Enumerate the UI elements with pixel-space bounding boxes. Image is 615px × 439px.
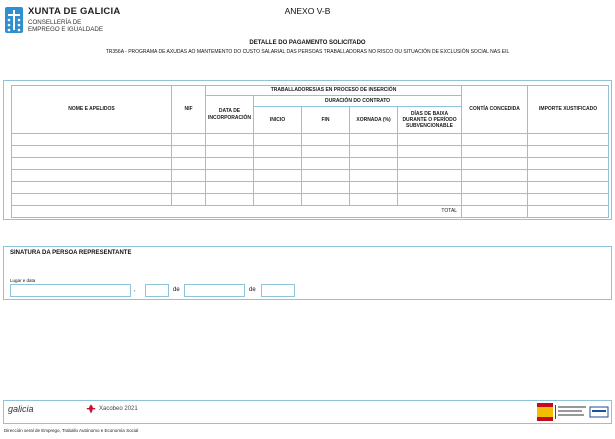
header-name: NOME E APELIDOS [12,86,172,134]
de-separator-1: de [173,287,180,293]
header-end: FIN [302,107,350,134]
de-separator-2: de [249,287,256,293]
galicia-logo: galicia [8,404,34,414]
xacobeo-text: Xacobeo 2021 [99,406,138,412]
logo-department-line1: CONSELLERÍA DE [28,18,82,26]
comma-separator: , [134,287,136,293]
table-row [12,158,609,170]
table-row [12,170,609,182]
header-hours: XORNADA (%) [350,107,398,134]
footer-directorate-note: Dirección xeral de Emprego, Traballo Autónomo e Economía Social [4,428,139,433]
document-title: DETALLE DO PAGAMENTO SOLICITADO [249,40,366,46]
table-row [12,182,609,194]
payment-detail-table [11,85,609,218]
total-row [12,206,609,218]
table-body [12,134,609,218]
spanish-government-logo-icon [536,402,610,422]
place-input[interactable] [10,284,131,297]
header-start: INICIO [254,107,302,134]
document-subtitle: TR356A - PROGRAMA DE AXUDAS AO MANTEMENTO DO CUSTO SALARIAL DAS PERSOAS TRABALLADORAS NO RISCO OU SITUACIÓN DE EXCLUSIÓN SOCIAL NAS EIL [105,49,510,55]
table-row [12,146,609,158]
header-leave-days: DÍAS DE BAIXA DURANTE O PERÍODO SUBVENCIONABLE [398,107,462,134]
payment-detail-section [3,80,612,220]
header-justified: IMPORTE XUSTIFICADO [528,86,609,134]
header-duration-group: DURACIÓN DO CONTRATO [254,96,462,107]
xacobeo-logo [86,404,138,414]
header-workers-group: TRABALLADORES/AS EN PROCESO DE INSERCIÓN [206,86,462,96]
place-date-label: Lugar e data [10,278,36,283]
header-incorporation-date: DATA DE INCORPORACIÓN [206,96,254,134]
annex-label: ANEXO V-B [284,6,331,16]
total-label: TOTAL [12,206,462,218]
xacobeo-mark-icon [86,404,96,414]
header-nif: NIF [172,86,206,134]
month-input[interactable] [184,284,245,297]
table-row [12,134,609,146]
table-row [12,194,609,206]
spanish-government-logo [536,402,610,422]
header-granted: CONTÍA CONCEDIDA [462,86,528,134]
day-input[interactable] [145,284,169,297]
total-granted-cell[interactable] [462,206,528,218]
total-justified-cell[interactable] [528,206,609,218]
logo-title: XUNTA DE GALICIA [28,6,121,17]
logo-department-line2: EMPREGO E IGUALDADE [28,25,103,33]
year-input[interactable] [261,284,295,297]
signature-title: SINATURA DA PERSOA REPRESENTANTE [10,250,132,256]
